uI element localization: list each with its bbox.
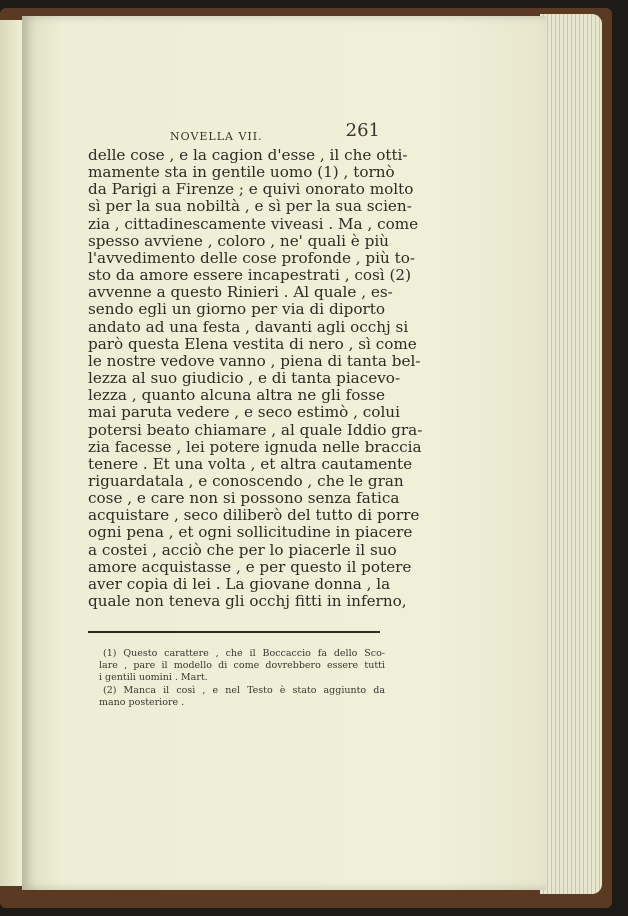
footnote-line: mano posteriore .	[99, 696, 185, 708]
page-edges	[540, 14, 602, 894]
text-line: l'avvedimento delle cose profonde , più to-	[88, 248, 415, 267]
footnote-line: (2) Manca il così , e nel Testo è stato aggiunto da	[103, 684, 385, 696]
text-line: le nostre vedove vanno , piena di tanta bel-	[88, 351, 421, 370]
text-line: parò questa Elena vestita di nero , sì come	[88, 334, 417, 353]
text-line: riguardatala , e conoscendo , che le gran	[88, 471, 404, 490]
text-line: sto da amore essere incapestrati , così (2)	[88, 266, 411, 285]
text-line: quale non teneva gli occhj fitti in inferno,	[88, 592, 407, 611]
text-line: lezza al suo giudicio , e di tanta piacevo-	[88, 369, 401, 388]
text-line: cose , e care non si possono senza fatica	[88, 489, 400, 508]
text-line: amore acquistasse , e per questo il potere	[88, 557, 412, 576]
running-title: NOVELLA VII.	[170, 130, 263, 143]
text-line: avvenne a questo Rinieri . Al quale , es-	[88, 283, 393, 302]
text-line: spesso avviene , coloro , ne' quali è più	[88, 231, 389, 250]
text-line: lezza , quanto alcuna altra ne gli fosse	[88, 386, 385, 405]
text-line: sì per la sua nobiltà , e sì per la sua scien-	[88, 197, 412, 216]
text-line: tenere . Et una volta , et altra cautamente	[88, 454, 413, 473]
footnote-divider	[88, 631, 380, 633]
text-line: zia facesse , lei potere ignuda nelle braccia	[88, 437, 422, 456]
footnote-line: lare , pare il modello di come dovrebbero essere tutti	[99, 660, 385, 672]
text-line: acquistare , seco diliberò del tutto di porre	[88, 506, 420, 525]
text-line: potersi beato chiamare , al quale Iddio gra-	[88, 420, 423, 439]
text-line: mai paruta vedere , e seco estimò , colui	[88, 403, 400, 422]
footnote-line: (1) Questo carattere , che il Boccaccio fa dello Sco-	[103, 648, 385, 659]
text-line: delle cose , e la cagion d'esse , il che otti-	[88, 146, 408, 164]
text-line: andato ad una festa , davanti agli occhj si	[88, 317, 409, 336]
text-line: mamente sta in gentile uomo (1) , tornò	[88, 163, 395, 182]
text-line: a costei , acciò che per lo piacerle il suo	[88, 540, 397, 559]
main-text	[88, 146, 423, 611]
page-number: 261	[345, 120, 380, 141]
footnotes	[99, 648, 385, 709]
text-line: ogni pena , et ogni sollicitudine in piacere	[88, 523, 413, 542]
footnote-line: i gentili uomini . Mart.	[99, 672, 208, 684]
text-line: da Parigi a Firenze ; e quivi onorato molto	[88, 180, 414, 199]
text-line: sendo egli un giorno per via di diporto	[88, 300, 385, 319]
text-line: zia , cittadinescamente viveasi . Ma , come	[88, 214, 419, 233]
text-line: aver copia di lei . La giovane donna , la	[88, 574, 391, 593]
